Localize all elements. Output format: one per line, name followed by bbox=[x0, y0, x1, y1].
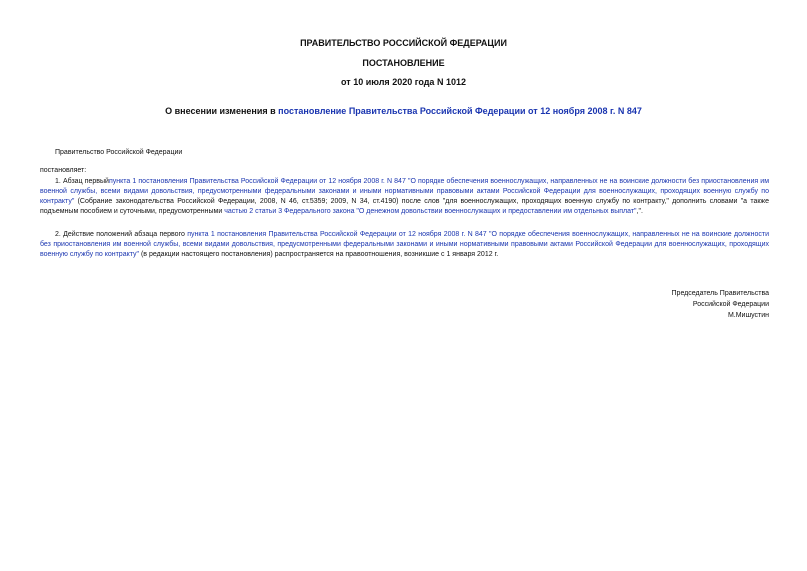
doc-type-heading: ПОСТАНОВЛЕНИЕ bbox=[362, 58, 445, 68]
p1-text-3: ,". bbox=[636, 208, 643, 215]
p1-link-2[interactable]: частью 2 статьи 3 Федерального закона "О денежном довольствии военнослужащих и предоставлении им отдельных выплат" bbox=[224, 208, 637, 215]
p1-text-1: 1. Абзац первый bbox=[55, 178, 109, 185]
p2-link-1[interactable]: пункта 1 постановления Правительства Российской Федерации от 12 ноября 2008 г. N 847 "О порядке обеспечения военнослужащих, направленных не на воинские должности без приостановления им военной службы, всеми видами довольствия, предусмотренными федеральными законами и иными нормативными правовыми актами Российской Федерации для военнослужащих, проходящих военную службу по контракту" bbox=[40, 231, 769, 258]
p1-link-1[interactable]: пункта 1 постановления Правительства Российской Федерации от 12 ноября 2008 г. N 847 "О порядке обеспечения военнослужащих, направленных не на воинские должности без приостановления им военной службы, всеми видами довольствия, предусмотренными федеральными законами и иными нормативными правовыми актами Российской Федерации для военнослужащих, проходящих военную службу по контракту" bbox=[40, 178, 770, 205]
government-line: Правительство Российской Федерации bbox=[55, 149, 183, 156]
signature-title: Председатель Правительства bbox=[671, 290, 769, 297]
paragraph-1 bbox=[40, 177, 769, 217]
title-link[interactable]: постановление Правительства Российской Федерации от 12 ноября 2008 г. N 847 bbox=[278, 106, 642, 116]
document-title bbox=[0, 106, 807, 116]
title-prefix: О внесении изменения в bbox=[165, 106, 279, 116]
signature-name: М.Мишустин bbox=[727, 312, 769, 319]
paragraph-2 bbox=[40, 230, 769, 260]
signature-org: Российской Федерации bbox=[692, 301, 769, 308]
p1-text-2: (Собрание законодательства Российской Федерации, 2008, N 46, ст.5359; 2009, N 34, ст.4190) после слов "для военнослужащих, проходящих военную службу по контракту," дополнить словами "а также подъемным пособием и суточными, предусмотренными bbox=[40, 198, 769, 215]
p2-text-1: 2. Действие положений абзаца первого bbox=[55, 231, 188, 238]
government-heading: ПРАВИТЕЛЬСТВО РОССИЙСКОЙ ФЕДЕРАЦИИ bbox=[300, 38, 507, 48]
decrees-line: постановляет: bbox=[40, 167, 87, 174]
p2-text-2: (в редакции настоящего постановления) распространяется на правоотношения, возникшие с 1 января 2012 г. bbox=[139, 251, 499, 258]
date-number-heading: от 10 июля 2020 года N 1012 bbox=[341, 77, 466, 87]
